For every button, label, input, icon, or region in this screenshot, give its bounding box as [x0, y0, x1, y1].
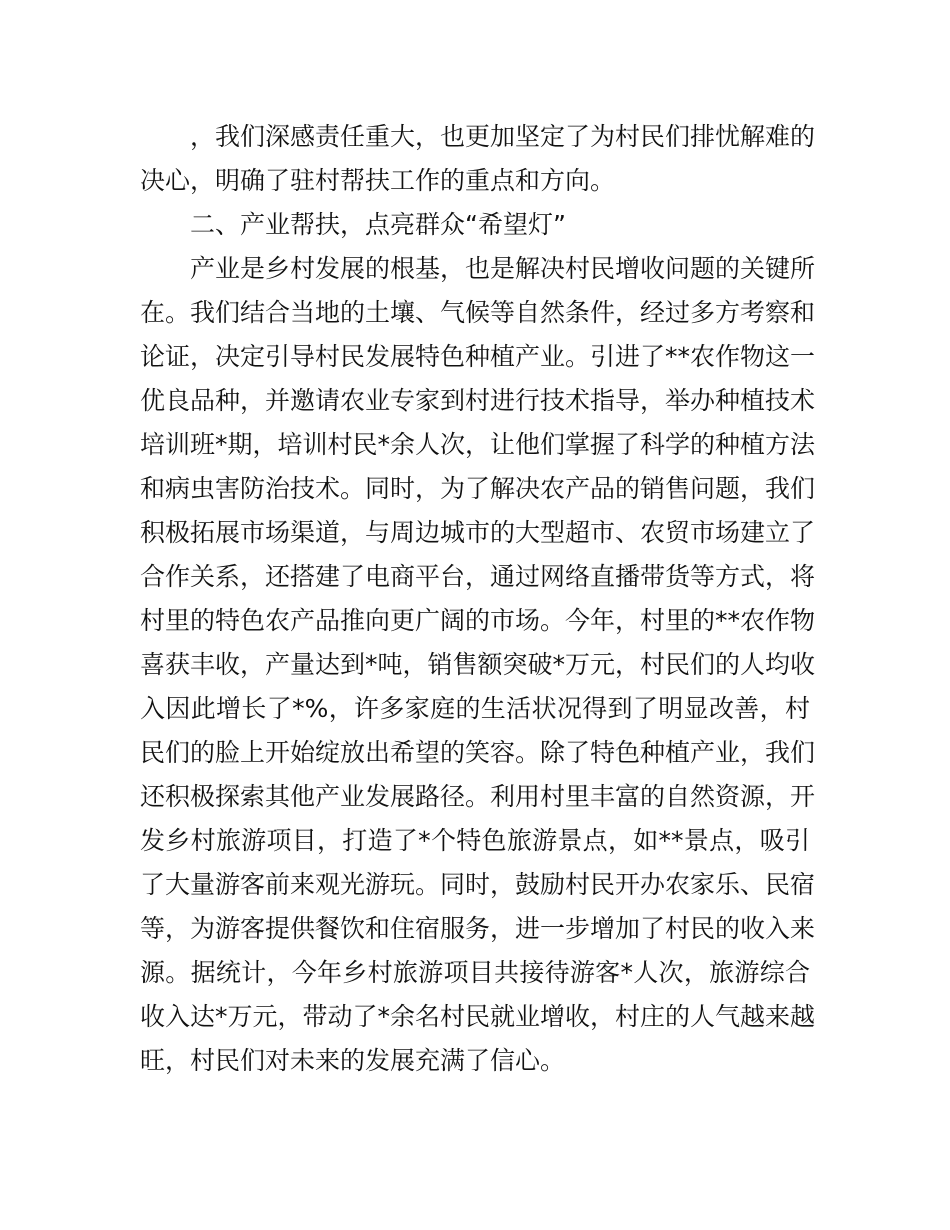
section-heading: 二、产业帮扶，点亮群众“希望灯” — [190, 210, 566, 239]
paragraph-line: 和病虫害防治技术。同时，为了解决农产品的销售问题，我们 — [140, 474, 816, 503]
paragraph-line: 源。据统计，今年乡村旅游项目共接待游客*人次，旅游综合 — [140, 958, 810, 987]
paragraph-line: ，我们深感责任重大，也更加坚定了为村民们排忧解难的 — [190, 122, 816, 151]
paragraph-line: 合作关系，还搭建了电商平台，通过网络直播带货等方式，将 — [140, 562, 816, 591]
paragraph-line: 产业是乡村发展的根基，也是解决村民增收问题的关键所 — [190, 254, 816, 283]
paragraph-line: 积极拓展市场渠道，与周边城市的大型超市、农贸市场建立了 — [140, 518, 816, 547]
paragraph-line: 优良品种，并邀请农业专家到村进行技术指导，举办种植技术 — [140, 386, 816, 415]
paragraph-line: 收入达*万元，带动了*余名村民就业增收，村庄的人气越来越 — [140, 1002, 816, 1031]
paragraph-line: 决心，明确了驻村帮扶工作的重点和方向。 — [140, 166, 616, 195]
paragraph-line: 在。我们结合当地的土壤、气候等自然条件，经过多方考察和 — [140, 298, 816, 327]
paragraph-line: 村里的特色农产品推向更广阔的市场。今年，村里的**农作物 — [140, 606, 816, 635]
paragraph-line: 喜获丰收，产量达到*吨，销售额突破*万元，村民们的人均收 — [140, 650, 816, 679]
paragraph-line: 等，为游客提供餐饮和住宿服务，进一步增加了村民的收入来 — [140, 914, 816, 943]
paragraph-line: 民们的脸上开始绽放出希望的笑容。除了特色种植产业，我们 — [140, 738, 816, 767]
paragraph-line: 旺，村民们对未来的发展充满了信心。 — [140, 1046, 566, 1075]
paragraph-line: 入因此增长了*%，许多家庭的生活状况得到了明显改善，村 — [140, 694, 810, 723]
paragraph-line: 发乡村旅游项目，打造了*个特色旅游景点，如**景点，吸引 — [140, 826, 810, 855]
paragraph-line: 了大量游客前来观光游玩。同时，鼓励村民开办农家乐、民宿 — [140, 870, 816, 899]
paragraph-line: 还积极探索其他产业发展路径。利用村里丰富的自然资源，开 — [140, 782, 816, 811]
paragraph-line: 培训班*期，培训村民*余人次，让他们掌握了科学的种植方法 — [140, 430, 816, 459]
paragraph-line: 论证，决定引导村民发展特色种植产业。引进了**农作物这一 — [140, 342, 816, 371]
